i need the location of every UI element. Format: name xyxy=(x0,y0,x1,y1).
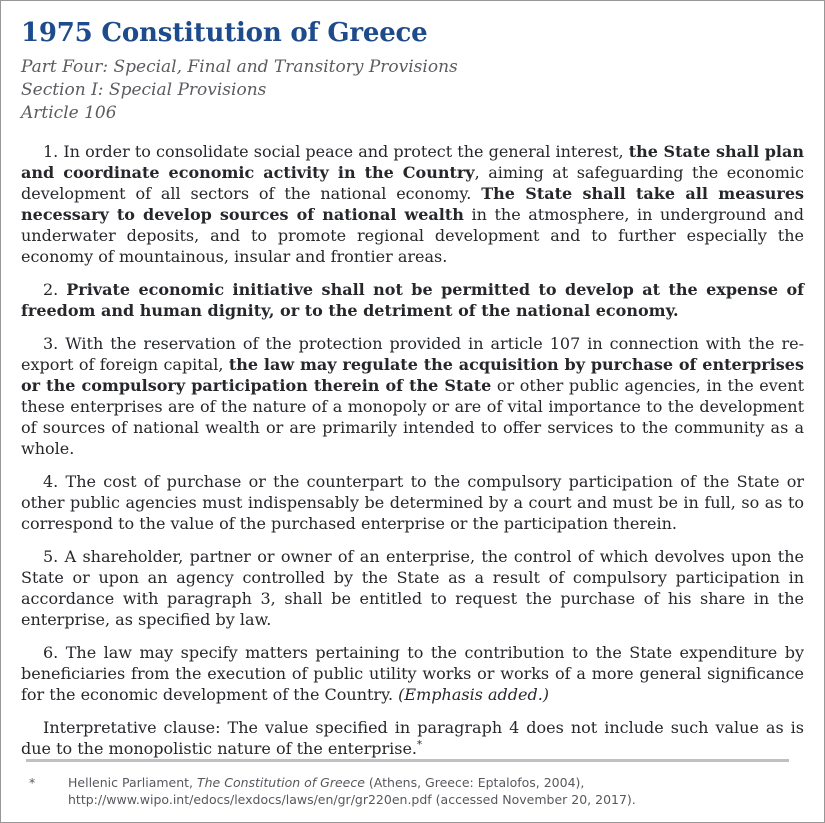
article-paragraph-4 xyxy=(21,471,804,534)
text-run: The State shall take all measures necessary to develop sources of national wealth xyxy=(21,184,805,224)
article-body xyxy=(21,129,804,759)
subtitle-line-section: Section I: Special Provisions xyxy=(21,80,267,100)
text-run: or other public agencies, in the event these enterprises are of the nature of a monopoly or are of vital importance to the development of sources of national wealth or are primarily intended to offer services to the community as a whole. xyxy=(21,376,804,458)
text-run: * xyxy=(417,739,422,751)
text-run: The Constitution of Greece xyxy=(197,775,365,790)
footnote xyxy=(21,775,804,808)
text-run: (Emphasis added.) xyxy=(398,685,550,704)
subtitle-line-part: Part Four: Special, Final and Transitory Provisions xyxy=(21,57,458,77)
text-run: , aiming at safeguarding the economic development of all sectors of the national economy. xyxy=(21,163,804,203)
footnote-divider xyxy=(26,759,789,762)
article-paragraph-3 xyxy=(21,333,804,459)
text-run: 1. In order to consolidate social peace and protect the general interest, xyxy=(43,142,629,161)
text-run: 6. The law may specify matters pertaining to the contribution to the State expenditure by beneficiaries from the execution of public utility works or works of a more general significance for the economic development of the Country. xyxy=(21,643,804,704)
text-run: (Athens, Greece: Eptalofos, 2004), http://www.wipo.int/edocs/lexdocs/laws/en/gr/gr220en.pdf (accessed November 20, 2017). xyxy=(68,775,636,807)
text-run: the law may regulate the acquisition by purchase of enterprises or the compulsory participation therein of the State xyxy=(21,355,804,395)
footnote-text xyxy=(68,775,804,808)
footnote-marker: * xyxy=(29,775,36,790)
article-paragraph-5 xyxy=(21,546,804,630)
article-paragraph-2 xyxy=(21,279,804,321)
interpretative-clause xyxy=(21,717,804,759)
text-run: Interpretative clause: The value specified in paragraph 4 does not include such value as is due to the monopolistic nature of the enterprise. xyxy=(21,718,804,758)
page-title: 1975 Constitution of Greece xyxy=(21,18,428,48)
text-run: Hellenic Parliament, xyxy=(68,775,197,790)
text-run: 2. xyxy=(43,280,67,299)
text-run: the State shall plan and coordinate economic activity in the Country xyxy=(21,142,804,182)
footnote-area xyxy=(21,759,804,810)
text-run: 3. With the reservation of the protection provided in article 107 in connection with the re-export of foreign capital, xyxy=(21,334,804,374)
subtitle-line-article: Article 106 xyxy=(21,103,117,123)
text-run: 5. A shareholder, partner or owner of an enterprise, the control of which devolves upon the State or upon an agency controlled by the State as a result of compulsory participation in accordance with paragraph 3, shall be entitled to request the purchase of his share in the enterprise, as specified by law. xyxy=(21,547,804,629)
document-subtitle xyxy=(21,56,804,125)
article-paragraph-1 xyxy=(21,141,804,267)
article-paragraph-6 xyxy=(21,642,804,705)
text-run: in the atmosphere, in underground and underwater deposits, and to promote regional development and to further especially the economy of mountainous, insular and frontier areas. xyxy=(21,205,804,266)
text-run: 4. The cost of purchase or the counterpart to the compulsory participation of the State or other public agencies must indispensably be determined by a court and must be in full, so as to correspond to the value of the purchased enterprise or the participation therein. xyxy=(21,472,804,533)
text-run: Private economic initiative shall not be permitted to develop at the expense of freedom and human dignity, or to the detriment of the national economy. xyxy=(21,280,805,320)
